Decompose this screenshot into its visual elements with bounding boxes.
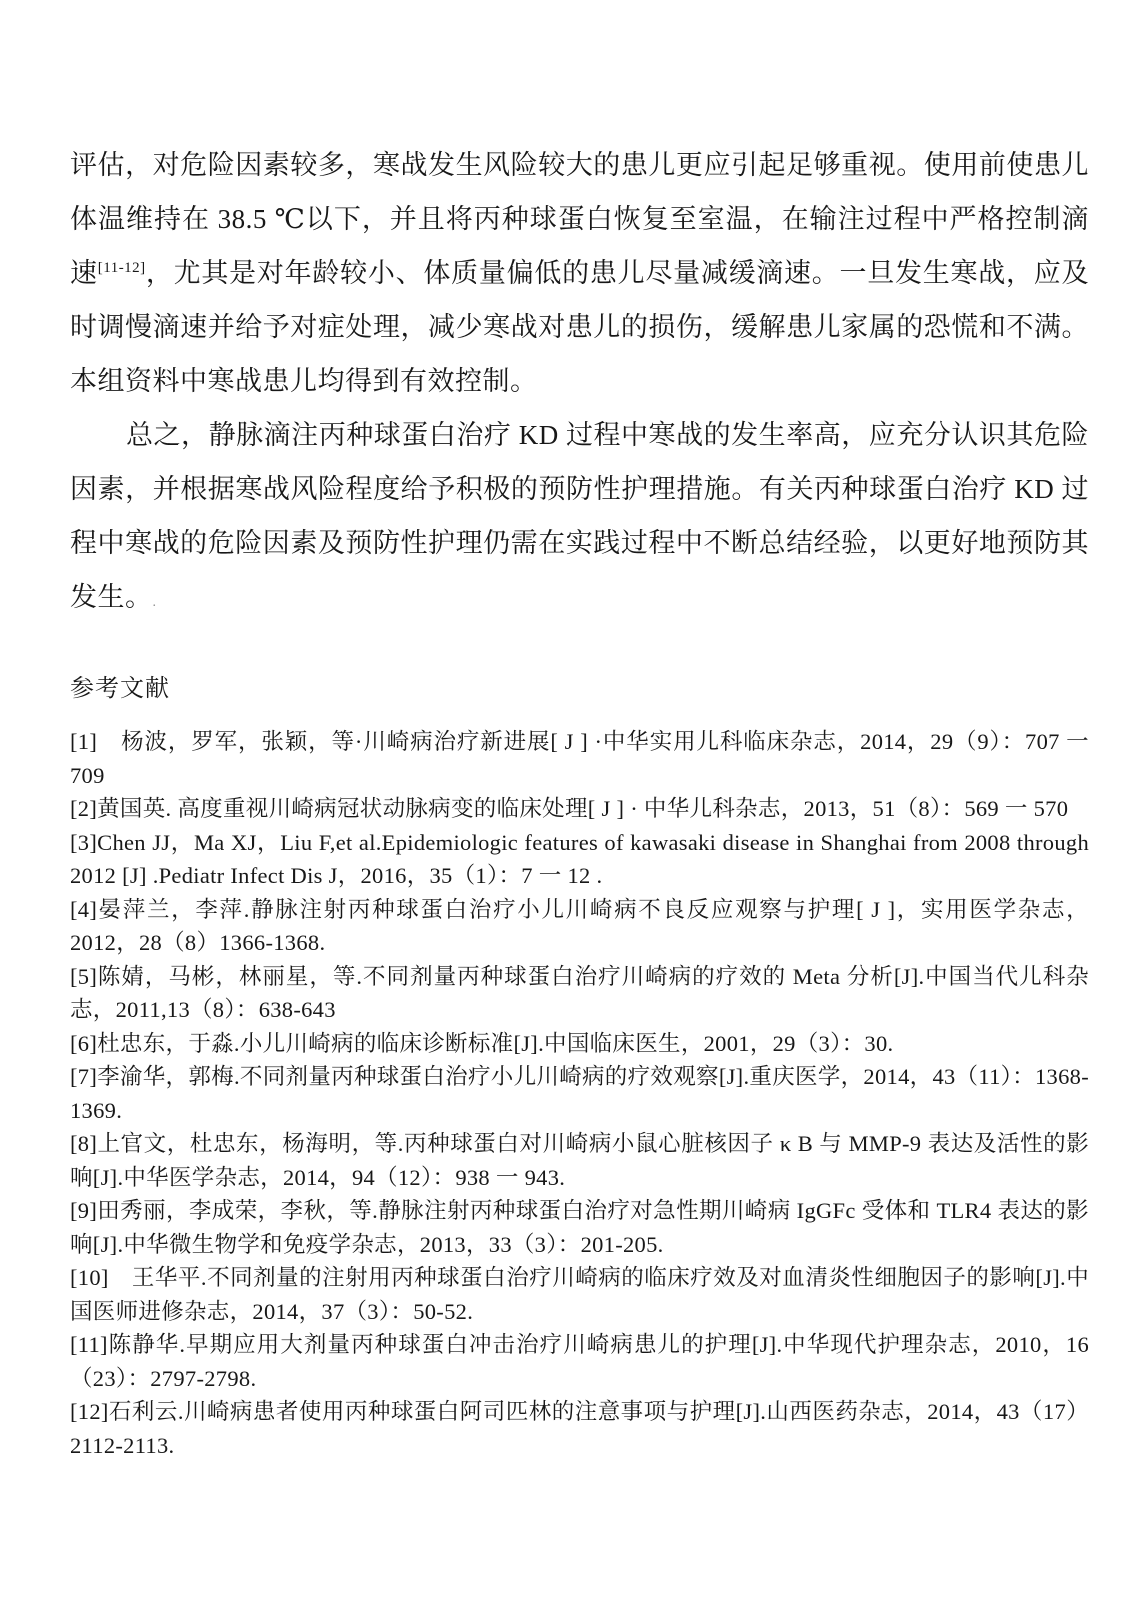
reference-item-2: [2]黄国英. 高度重视川崎病冠状动脉病变的临床处理[ J ] · 中华儿科杂志，2013，51（8）：569 一 570 (70, 796, 1069, 821)
paragraph-conclusion (70, 408, 1089, 630)
paragraph-conclusion-text: 总之，静脉滴注丙种球蛋白治疗 KD 过程中寒战的发生率高，应充分认识其危险因素，并根据寒战风险程度给予积极的预防性护理措施。有关丙种球蛋白治疗 KD 过程中寒战的危险因素及预防性护理仍需在实践过程中不断总结经验，以更好地预防其发生。 (70, 420, 1089, 612)
body-text (70, 138, 1089, 630)
reference-item-11: [11]陈静华.早期应用大剂量丙种球蛋白冲击治疗川崎病患儿的护理[J].中华现代护理杂志，2010，16（23）：2797-2798. (70, 1332, 1089, 1391)
paragraph-discussion (70, 138, 1089, 408)
reference-item-3: [3]Chen JJ，Ma XJ，Liu F,et al.Epidemiologic features of kawasaki disease in Shanghai from 2008 through 2012 [J] .Pediatr Infect Dis J，2016，35（1）：7 一 12 . (70, 829, 1089, 888)
paragraph-discussion-text: 评估，对危险因素较多，寒战发生风险较大的患儿更应引起足够重视。使用前使患儿体温维持在 38.5 ℃以下，并且将丙种球蛋白恢复至室温，在输注过程中严格控制滴速 (70, 150, 1089, 288)
citation-superscript: [11-12] (97, 260, 146, 276)
reference-item-5: [5]陈婧，马彬，林丽星，等.不同剂量丙种球蛋白治疗川崎病的疗效的 Meta 分析[J].中国当代儿科杂志，2011,13（8）：638-643 (70, 963, 1089, 1022)
reference-item-7: [7]李渝华，郭梅.不同剂量丙种球蛋白治疗小儿川崎病的疗效观察[J].重庆医学，2014，43（11）：1368-1369. (70, 1064, 1089, 1123)
reference-item-1: [1] 杨波，罗军，张颖，等·川崎病治疗新进展[ J ] ·中华实用儿科临床杂志，2014，29（9）：707 一 709 (70, 729, 1089, 788)
stray-period-mark: . (152, 595, 156, 610)
references-list (70, 725, 1089, 1462)
reference-item-8: [8]上官文，杜忠东，杨海明，等.丙种球蛋白对川崎病小鼠心脏核因子 κ B 与 MMP-9 表达及活性的影响[J].中华医学杂志，2014，94（12）：938 一 943. (70, 1131, 1089, 1190)
reference-item-4: [4]晏萍兰，李萍.静脉注射丙种球蛋白治疗小儿川崎病不良反应观察与护理[ J ]，实用医学杂志，2012，28（8）1366-1368. (70, 896, 1089, 955)
reference-item-12: [12]石利云.川崎病患者使用丙种球蛋白阿司匹林的注意事项与护理[J].山西医药杂志，2014，43（17）2112-2113. (70, 1399, 1089, 1458)
paragraph-discussion-text-cont: ，尤其是对年龄较小、体质量偏低的患儿尽量减缓滴速。一旦发生寒战，应及时调慢滴速并给予对症处理，减少寒战对患儿的损伤，缓解患儿家属的恐慌和不满。本组资料中寒战患儿均得到有效控制。 (70, 258, 1090, 396)
references-heading: 参考文献 (70, 676, 170, 702)
reference-item-9: [9]田秀丽，李成荣，李秋，等.静脉注射丙种球蛋白治疗对急性期川崎病 IgGFc 受体和 TLR4 表达的影响[J].中华微生物学和免疫学杂志，2013，33（3）：201-205. (70, 1198, 1089, 1257)
reference-item-10: [10] 王华平.不同剂量的注射用丙种球蛋白治疗川崎病的临床疗效及对血清炎性细胞因子的影响[J].中国医师进修杂志，2014，37（3）：50-52. (70, 1265, 1089, 1324)
reference-item-6: [6]杜忠东，于淼.小儿川崎病的临床诊断标准[J].中国临床医生，2001，29（3）：30. (70, 1030, 894, 1056)
